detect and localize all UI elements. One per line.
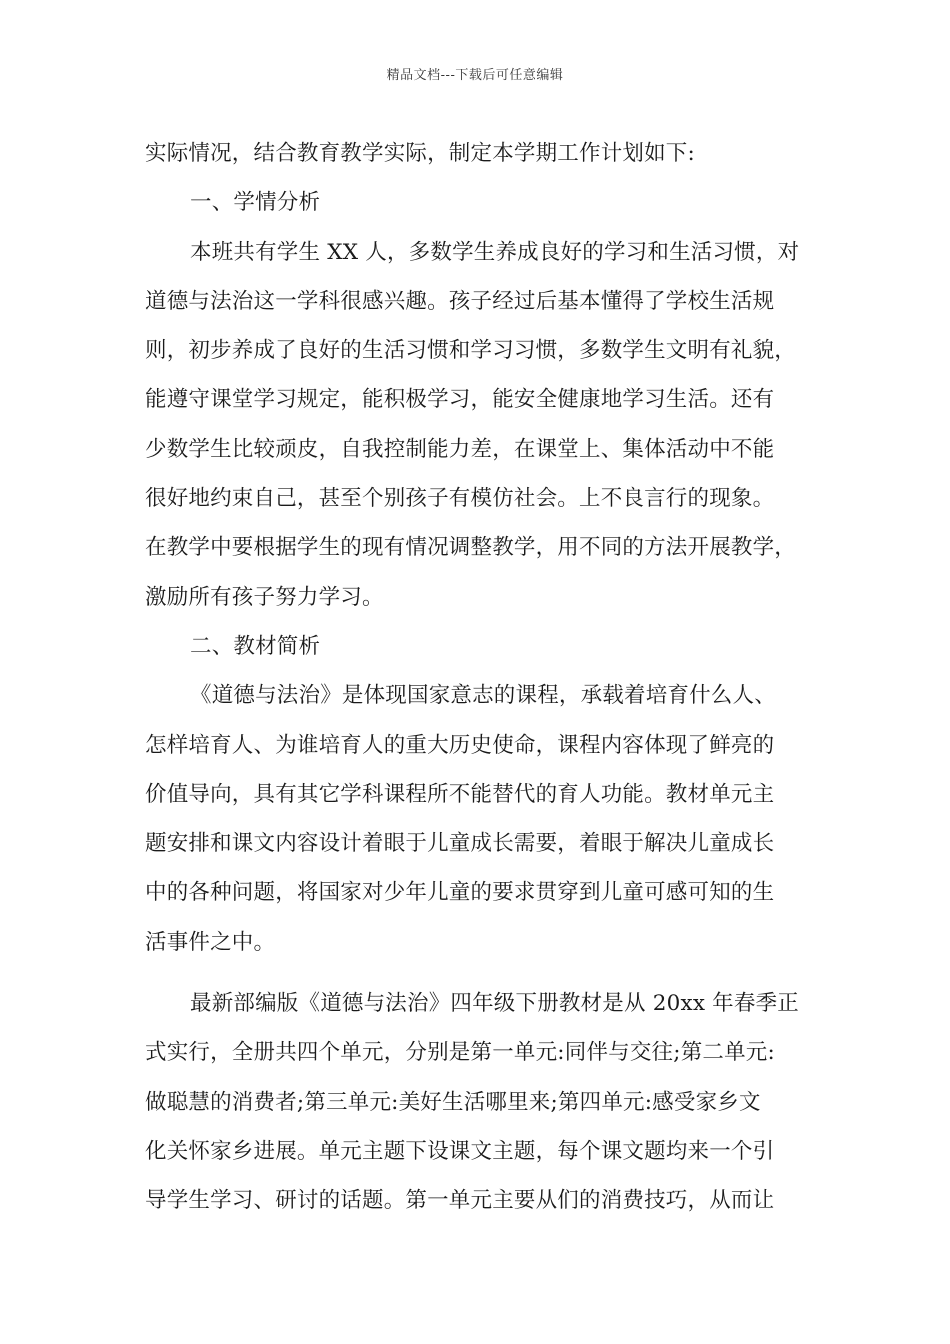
text-line: 导学生学习、研讨的话题。第一单元主要从们的消费技巧，从而让 xyxy=(145,1188,775,1214)
text-line: 少数学生比较顽皮，自我控制能力差，在课堂上、集体活动中不能 xyxy=(145,436,775,462)
document-body xyxy=(145,129,810,1226)
text-line: 中的各种问题，将国家对少年儿童的要求贯穿到儿童可感可知的生 xyxy=(145,880,775,906)
text-line: 激励所有孩子努力学习。 xyxy=(145,584,384,610)
text-line: 《道德与法治》是体现国家意志的课程，承载着培育什么人、 xyxy=(190,683,776,709)
paragraph-gap xyxy=(145,967,810,979)
text-line: 式实行，全册共四个单元，分别是第一单元:同伴与交往;第二单元: xyxy=(145,1040,775,1066)
text-line: 活事件之中。 xyxy=(145,929,276,955)
text-line: 实际情况，结合教育教学实际，制定本学期工作计划如下: xyxy=(145,141,695,166)
text-line: 本班共有学生 XX 人，多数学生养成良好的学习和生活习惯，对 xyxy=(190,239,800,265)
page-header: 精品文档---下载后可任意编辑 xyxy=(386,68,564,83)
section-heading-student-analysis: 一、学情分析 xyxy=(190,190,321,216)
section-heading-textbook-analysis: 二、教材简析 xyxy=(190,633,321,659)
text-line: 化关怀家乡进展。单元主题下设课文主题，每个课文题均来一个引 xyxy=(145,1138,775,1164)
text-line: 在教学中要根据学生的现有情况调整教学，用不同的方法开展教学， xyxy=(145,535,797,561)
text-line: 价值导向，具有其它学科课程所不能替代的育人功能。教材单元主 xyxy=(145,781,775,807)
text-line: 很好地约束自己，甚至个别孩子有模仿社会。上不良言行的现象。 xyxy=(145,486,775,512)
text-line: 则，初步养成了良好的生活习惯和学习习惯，多数学生文明有礼貌， xyxy=(145,338,797,364)
text-line: 怎样培育人、为谁培育人的重大历史使命，课程内容体现了鲜亮的 xyxy=(145,732,775,758)
text-line: 能遵守课堂学习规定，能积极学习，能安全健康地学习生活。还有 xyxy=(145,387,775,413)
text-line: 最新部编版《道德与法治》四年级下册教材是从 20xx 年春季正 xyxy=(190,991,799,1017)
text-line: 题安排和课文内容设计着眼于儿童成长需要，着眼于解决儿童成长 xyxy=(145,831,775,857)
text-line: 道德与法治这一学科很感兴趣。孩子经过后基本懂得了学校生活规 xyxy=(145,288,775,314)
text-line: 做聪慧的消费者;第三单元:美好生活哪里来;第四单元:感受家乡文 xyxy=(145,1089,761,1115)
